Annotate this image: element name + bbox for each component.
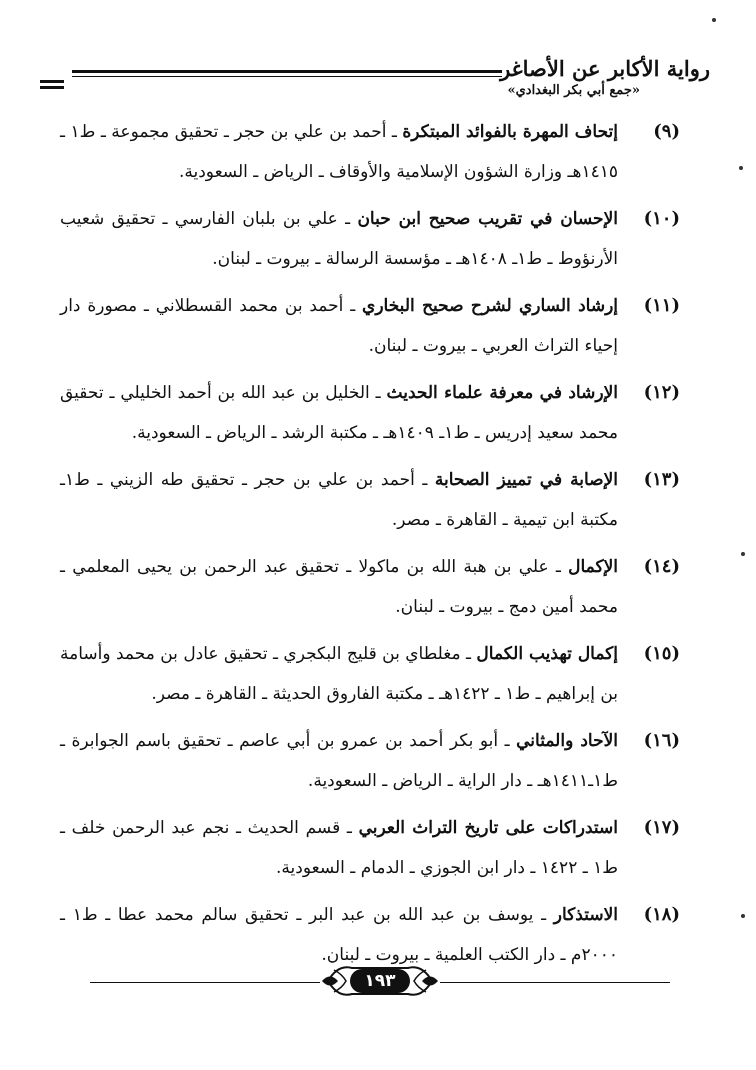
entry-details: ـ أبو بكر أحمد بن عمرو بن أبي عاصم ـ تحقيق باسم الجوابرة ـ ط١ـ١٤١١هـ ـ دار الراية ـ الرياض ـ السعودية. bbox=[60, 731, 618, 791]
entry-number: (١٠) bbox=[643, 208, 680, 229]
header-subtitle: «جمع أبي بكر البغدادي» bbox=[507, 83, 640, 98]
entry-details: ـ يوسف بن عبد الله بن عبد البر ـ تحقيق سالم محمد عطا ـ ط١ ـ ٢٠٠٠م ـ دار الكتب العلمية ـ بيروت ـ لبنان. bbox=[60, 905, 618, 965]
entry-text bbox=[60, 634, 618, 714]
entry-title: الإصابة في تمييز الصحابة bbox=[434, 470, 618, 490]
entry-details: ـ أحمد بن محمد القسطلاني ـ مصورة دار إحياء التراث العربي ـ بيروت ـ لبنان. bbox=[60, 296, 618, 356]
entry-title: إرشاد الساري لشرح صحيح البخاري bbox=[362, 296, 619, 316]
entry-number: (١٨) bbox=[643, 904, 680, 925]
entry-number: (١٢) bbox=[643, 382, 680, 403]
entry-title: إتحاف المهرة بالفوائد المبتكرة bbox=[402, 122, 619, 142]
entry-text bbox=[60, 112, 618, 192]
entry-number: (٩) bbox=[653, 121, 680, 142]
entry-details: ـ الخليل بن عبد الله بن أحمد الخليلي ـ تحقيق محمد سعيد إدريس ـ ط١ـ ١٤٠٩هـ ـ مكتبة الرشد ـ الرياض ـ السعودية. bbox=[60, 383, 618, 443]
bibliography-entry bbox=[60, 547, 680, 627]
header-rule bbox=[72, 70, 502, 73]
page-footer bbox=[80, 962, 680, 1002]
entry-details: ـ أحمد بن علي بن حجر ـ تحقيق طه الزيني ـ ط١ـ مكتبة ابن تيمية ـ القاهرة ـ مصر. bbox=[60, 470, 618, 530]
page-number: ١٩٣ bbox=[350, 969, 410, 993]
footer-rule-left bbox=[90, 982, 320, 983]
scan-speck bbox=[712, 18, 716, 22]
entry-text bbox=[60, 808, 618, 888]
entry-title: الإحسان في تقريب صحيح ابن حبان bbox=[357, 209, 618, 229]
entry-text bbox=[60, 460, 618, 540]
entry-title: الاستذكار bbox=[553, 905, 618, 925]
entry-title: الآحاد والمثاني bbox=[516, 731, 618, 751]
footer-rule-right bbox=[440, 982, 670, 983]
header-rule-thin bbox=[72, 76, 502, 77]
header-dash bbox=[40, 86, 64, 89]
header-dash bbox=[40, 80, 64, 83]
entry-details: ـ مغلطاي بن قليج البكجري ـ تحقيق عادل بن محمد وأسامة بن إبراهيم ـ ط١ ـ ١٤٢٢هـ ـ مكتبة الفاروق الحديثة ـ القاهرة ـ مصر. bbox=[60, 644, 618, 704]
entry-text bbox=[60, 199, 618, 279]
entry-title: الإكمال bbox=[568, 557, 618, 577]
bibliography-entry bbox=[60, 199, 680, 279]
entry-title: الإرشاد في معرفة علماء الحديث bbox=[386, 383, 618, 403]
bibliography-entry bbox=[60, 460, 680, 540]
bibliography-entry bbox=[60, 634, 680, 714]
header-title: رواية الأكابر عن الأصاغر bbox=[500, 56, 710, 81]
entry-number: (١٣) bbox=[643, 469, 680, 490]
entry-number: (١٥) bbox=[643, 643, 680, 664]
scan-speck bbox=[741, 552, 745, 556]
bibliography-entry bbox=[60, 373, 680, 453]
entry-title: استدراكات على تاريخ التراث العربي bbox=[358, 818, 618, 838]
bibliography-entry bbox=[60, 721, 680, 801]
entry-number: (١٤) bbox=[643, 556, 680, 577]
entry-title: إكمال تهذيب الكمال bbox=[476, 644, 618, 664]
entry-number: (١١) bbox=[643, 295, 680, 316]
bibliography-entry bbox=[60, 286, 680, 366]
entry-number: (١٧) bbox=[643, 817, 680, 838]
scan-speck bbox=[739, 166, 743, 170]
running-header bbox=[40, 56, 710, 106]
entry-details: ـ علي بن بلبان الفارسي ـ تحقيق شعيب الأرنؤوط ـ ط١ـ ١٤٠٨هـ ـ مؤسسة الرسالة ـ بيروت ـ لبنان. bbox=[60, 209, 618, 269]
entry-details: ـ علي بن هبة الله بن ماكولا ـ تحقيق عبد الرحمن بن يحيى المعلمي ـ محمد أمين دمج ـ بيروت ـ لبنان. bbox=[60, 557, 618, 617]
bibliography-entry bbox=[60, 112, 680, 192]
entry-details: ـ أحمد بن علي بن حجر ـ تحقيق مجموعة ـ ط١ ـ ١٤١٥هـ وزارة الشؤون الإسلامية والأوقاف ـ الرياض ـ السعودية. bbox=[60, 122, 618, 182]
bibliography-entry bbox=[60, 808, 680, 888]
entry-text bbox=[60, 547, 618, 627]
entry-text bbox=[60, 286, 618, 366]
bibliography-list bbox=[60, 112, 680, 982]
entry-number: (١٦) bbox=[643, 730, 680, 751]
entry-details: ـ قسم الحديث ـ نجم عبد الرحمن خلف ـ ط١ ـ ١٤٢٢ ـ دار ابن الجوزي ـ الدمام ـ السعودية. bbox=[60, 818, 618, 878]
entry-text bbox=[60, 721, 618, 801]
scan-speck bbox=[741, 914, 745, 918]
entry-text bbox=[60, 373, 618, 453]
